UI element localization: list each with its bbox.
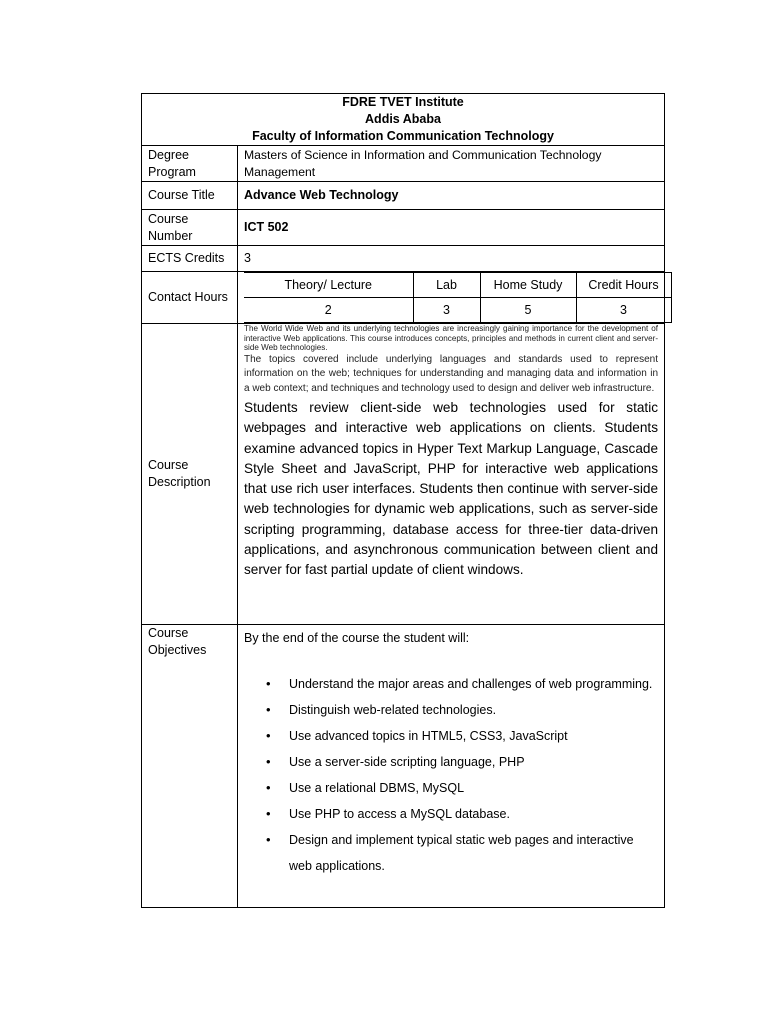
number-label: Course Number: [142, 210, 238, 246]
faculty-name: Faculty of Information Communication Technology: [252, 129, 554, 143]
description-row: [142, 324, 665, 625]
contact-header-lab: Lab: [413, 273, 480, 298]
objectives-intro: By the end of the course the student will:: [244, 631, 470, 645]
number-value: ICT 502: [238, 210, 665, 246]
contact-header-row: [244, 273, 671, 298]
course-document: [141, 93, 664, 908]
title-label: Course Title: [142, 182, 238, 210]
title-value: Advance Web Technology: [238, 182, 665, 210]
contact-value-lab: 3: [413, 298, 480, 323]
degree-label: Degree Program: [142, 146, 238, 182]
objectives-label: Course Objectives: [142, 625, 238, 908]
contact-value-theory: 2: [244, 298, 413, 323]
ects-value: 3: [238, 246, 665, 272]
objective-item: • Use a server-side scripting language, PHP: [289, 749, 658, 775]
contact-value-credit-hours: 3: [576, 298, 671, 323]
description-intro-small: The World Wide Web and its underlying technologies are increasingly gaining importance for the development of interactive Web applications. This course introduces concepts, principles and methods in current client and server-side Web technologies.: [244, 324, 659, 353]
contact-hours-table: [244, 272, 672, 323]
degree-row: [142, 146, 665, 182]
contact-header-theory: Theory/ Lecture: [244, 273, 413, 298]
contact-values-row: [244, 298, 671, 323]
description-topics: The topics covered include underlying languages and standards used to represent information on the web; techniques for understanding and managing data and information in a web context; and techniques and technology used to design and deliver web infrastructure.: [244, 353, 659, 394]
objective-item: • Distinguish web-related technologies.: [289, 697, 658, 723]
institution-header: [142, 94, 665, 146]
description-main: Students review client-side web technologies used for static webpages and interactive web applications on clients. Students examine advanced topics in Hyper Text Markup Language, Cascade Style Sheet and JavaScript, PHP for interactive web applications that use rich user interfaces. Students then continue with server-side web technologies for dynamic web applications, such as server-side scripting programming, database access for three-tier data-driven applications, and asynchronous communication between client and server for fast partial update of client windows.: [244, 400, 659, 577]
degree-value: Masters of Science in Information and Communication Technology Management: [238, 146, 665, 182]
ects-label: ECTS Credits: [142, 246, 238, 272]
objective-item: • Use PHP to access a MySQL database.: [289, 801, 658, 827]
description-label: Course Description: [142, 324, 238, 625]
contact-header-credit-hours: Credit Hours: [576, 273, 671, 298]
title-row: [142, 182, 665, 210]
contact-header-home-study: Home Study: [480, 273, 576, 298]
objective-item: • Use a relational DBMS, MySQL: [289, 775, 658, 801]
objective-item: • Design and implement typical static web pages and interactive web applications.: [289, 827, 658, 879]
contact-label: Contact Hours: [142, 272, 238, 324]
objectives-row: [142, 625, 665, 908]
objectives-list: [244, 671, 658, 879]
course-table: [141, 93, 665, 908]
institute-name: FDRE TVET Institute: [342, 95, 464, 109]
contact-value-home-study: 5: [480, 298, 576, 323]
contact-row: [142, 272, 665, 324]
objectives-cell: [238, 625, 665, 908]
objective-item: • Use advanced topics in HTML5, CSS3, JavaScript: [289, 723, 658, 749]
header-row: [142, 94, 665, 146]
contact-hours-cell: [238, 272, 665, 324]
ects-row: [142, 246, 665, 272]
description-cell: [238, 324, 665, 625]
number-row: [142, 210, 665, 246]
objective-item: • Understand the major areas and challenges of web programming.: [289, 671, 658, 697]
institute-city: Addis Ababa: [365, 112, 441, 126]
